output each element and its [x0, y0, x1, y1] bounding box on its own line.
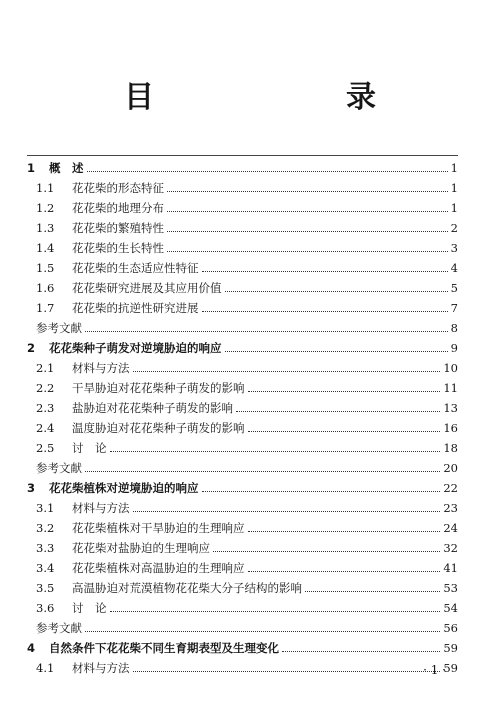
toc-entry-page: 10: [443, 361, 458, 375]
toc-section-entry: [27, 538, 458, 558]
toc-entry-number: 1.2: [36, 201, 55, 215]
dot-leader: [282, 651, 440, 652]
toc-section-entry: [27, 358, 458, 378]
toc-entry-title: 参考文献: [36, 621, 82, 635]
toc-entry-title: 温度胁迫对花花柴种子萌发的影响: [72, 421, 245, 435]
toc-entry-number: 3.6: [36, 601, 55, 615]
toc-entry-page: 59: [443, 641, 458, 655]
page-title: 目 录: [124, 80, 420, 115]
toc-entry-title: 概 述: [49, 161, 84, 175]
table-of-contents: [27, 152, 458, 678]
toc-entry-page: 4: [450, 261, 458, 275]
toc-entry-number: 3: [27, 481, 36, 495]
toc-entry-title: 花花柴的地理分布: [72, 201, 164, 215]
toc-section-entry: [27, 598, 458, 618]
dot-leader: [110, 451, 441, 452]
dot-leader: [85, 471, 440, 472]
toc-entry-title: 花花柴的生长特性: [72, 241, 164, 255]
dot-leader: [202, 491, 441, 492]
toc-entry-page: 9: [450, 341, 458, 355]
toc-entry-page: 2: [450, 221, 458, 235]
toc-section-entry: [27, 418, 458, 438]
dot-leader: [248, 531, 441, 532]
toc-section-entry: [27, 178, 458, 198]
toc-entry-number: 3.1: [36, 501, 55, 515]
dot-leader: [167, 251, 448, 252]
toc-entry-title: 参考文献: [36, 321, 82, 335]
toc-entry-number: 1.7: [36, 301, 55, 315]
toc-entry-number: 3.3: [36, 541, 55, 555]
toc-section-entry: [27, 198, 458, 218]
toc-entry-page: 18: [443, 441, 458, 455]
toc-entry-number: 3.4: [36, 561, 55, 575]
toc-entry-page: 59: [443, 661, 458, 675]
toc-section-entry: [27, 658, 458, 678]
toc-chapter-entry: [27, 158, 458, 178]
page-number: · 1 ·: [423, 663, 446, 677]
toc-entry-number: 1.4: [36, 241, 55, 255]
toc-section-entry: [27, 238, 458, 258]
toc-entry-title: 盐胁迫对花花柴种子萌发的影响: [72, 401, 233, 415]
dot-leader: [133, 371, 441, 372]
toc-entry-page: 53: [443, 581, 458, 595]
toc-entry-page: 1: [450, 181, 458, 195]
dot-leader: [248, 571, 441, 572]
toc-entry-page: 22: [443, 481, 458, 495]
toc-entry-number: 3.5: [36, 581, 55, 595]
toc-entry-number: 1.6: [36, 281, 55, 295]
toc-entry-number: 1.1: [36, 181, 55, 195]
dot-leader: [248, 391, 441, 392]
toc-entry-title: 花花柴的抗逆性研究进展: [72, 301, 199, 315]
dot-leader: [110, 611, 441, 612]
dot-leader: [167, 231, 448, 232]
dot-leader: [85, 331, 448, 332]
toc-section-entry: [27, 438, 458, 458]
toc-entry-number: 1.5: [36, 261, 55, 275]
toc-entry-page: 23: [443, 501, 458, 515]
toc-entry-title: 讨 论: [72, 441, 107, 455]
toc-entry-page: 20: [443, 461, 458, 475]
toc-entry-number: 2.2: [36, 381, 55, 395]
toc-section-entry: [27, 378, 458, 398]
toc-section-entry: [27, 518, 458, 538]
toc-section-entry: [27, 218, 458, 238]
toc-entry-page: 3: [450, 241, 458, 255]
toc-section-entry: [27, 578, 458, 598]
toc-references-entry: [27, 458, 458, 478]
toc-chapter-entry: [27, 478, 458, 498]
toc-entry-page: 7: [450, 301, 458, 315]
dot-leader: [225, 291, 448, 292]
toc-entry-title: 自然条件下花花柴不同生育期表型及生理变化: [49, 641, 279, 655]
dot-leader: [167, 211, 448, 212]
toc-entry-number: 4: [27, 641, 36, 655]
dot-leader: [248, 431, 441, 432]
toc-entry-page: 8: [450, 321, 458, 335]
toc-entry-title: 花花柴的形态特征: [72, 181, 164, 195]
dot-leader: [236, 411, 440, 412]
toc-entry-title: 高温胁迫对荒漠植物花花柴大分子结构的影响: [72, 581, 302, 595]
toc-entry-page: 16: [443, 421, 458, 435]
toc-entry-page: 13: [443, 401, 458, 415]
toc-entry-title: 讨 论: [72, 601, 107, 615]
toc-entry-page: 54: [443, 601, 458, 615]
toc-entry-title: 花花柴植株对高温胁迫的生理响应: [72, 561, 245, 575]
toc-entry-title: 花花柴研究进展及其应用价值: [72, 281, 222, 295]
toc-entry-number: 1: [27, 161, 36, 175]
dot-leader: [305, 591, 440, 592]
top-rule: [27, 155, 458, 156]
dot-leader: [225, 351, 448, 352]
toc-entry-title: 花花柴种子萌发对逆境胁迫的响应: [49, 341, 222, 355]
toc-entry-title: 花花柴植株对逆境胁迫的响应: [49, 481, 199, 495]
toc-entry-number: 2.1: [36, 361, 55, 375]
toc-entry-title: 花花柴对盐胁迫的生理响应: [72, 541, 210, 555]
dot-leader: [133, 511, 441, 512]
toc-entry-title: 材料与方法: [72, 501, 130, 515]
toc-entry-number: 2.3: [36, 401, 55, 415]
toc-entry-title: 材料与方法: [72, 361, 130, 375]
toc-entry-number: 2.4: [36, 421, 55, 435]
toc-section-entry: [27, 498, 458, 518]
toc-entry-title: 花花柴的生态适应性特征: [72, 261, 199, 275]
toc-entry-page: 1: [450, 201, 458, 215]
toc-entry-page: 5: [450, 281, 458, 295]
toc-section-entry: [27, 278, 458, 298]
toc-entry-title: 花花柴植株对干旱胁迫的生理响应: [72, 521, 245, 535]
toc-entry-page: 1: [450, 161, 458, 175]
dot-leader: [202, 271, 448, 272]
toc-entry-page: 56: [443, 621, 458, 635]
toc-section-entry: [27, 398, 458, 418]
toc-section-entry: [27, 558, 458, 578]
toc-entry-page: 24: [443, 521, 458, 535]
toc-entry-title: 干旱胁迫对花花柴种子萌发的影响: [72, 381, 245, 395]
toc-entry-page: 41: [443, 561, 458, 575]
dot-leader: [87, 171, 448, 172]
toc-section-entry: [27, 258, 458, 278]
toc-entry-number: 1.3: [36, 221, 55, 235]
toc-entry-number: 3.2: [36, 521, 55, 535]
toc-entries: [27, 158, 458, 678]
dot-leader: [202, 311, 448, 312]
toc-references-entry: [27, 618, 458, 638]
toc-entry-page: 32: [443, 541, 458, 555]
toc-references-entry: [27, 318, 458, 338]
dot-leader: [167, 191, 448, 192]
dot-leader: [133, 671, 441, 672]
toc-section-entry: [27, 298, 458, 318]
dot-leader: [213, 551, 440, 552]
toc-entry-number: 4.1: [36, 661, 55, 675]
toc-entry-title: 材料与方法: [72, 661, 130, 675]
toc-entry-title: 花花柴的繁殖特性: [72, 221, 164, 235]
toc-entry-number: 2: [27, 341, 36, 355]
toc-chapter-entry: [27, 638, 458, 658]
toc-chapter-entry: [27, 338, 458, 358]
toc-entry-number: 2.5: [36, 441, 55, 455]
dot-leader: [85, 631, 440, 632]
toc-entry-page: 11: [443, 381, 458, 395]
toc-entry-title: 参考文献: [36, 461, 82, 475]
